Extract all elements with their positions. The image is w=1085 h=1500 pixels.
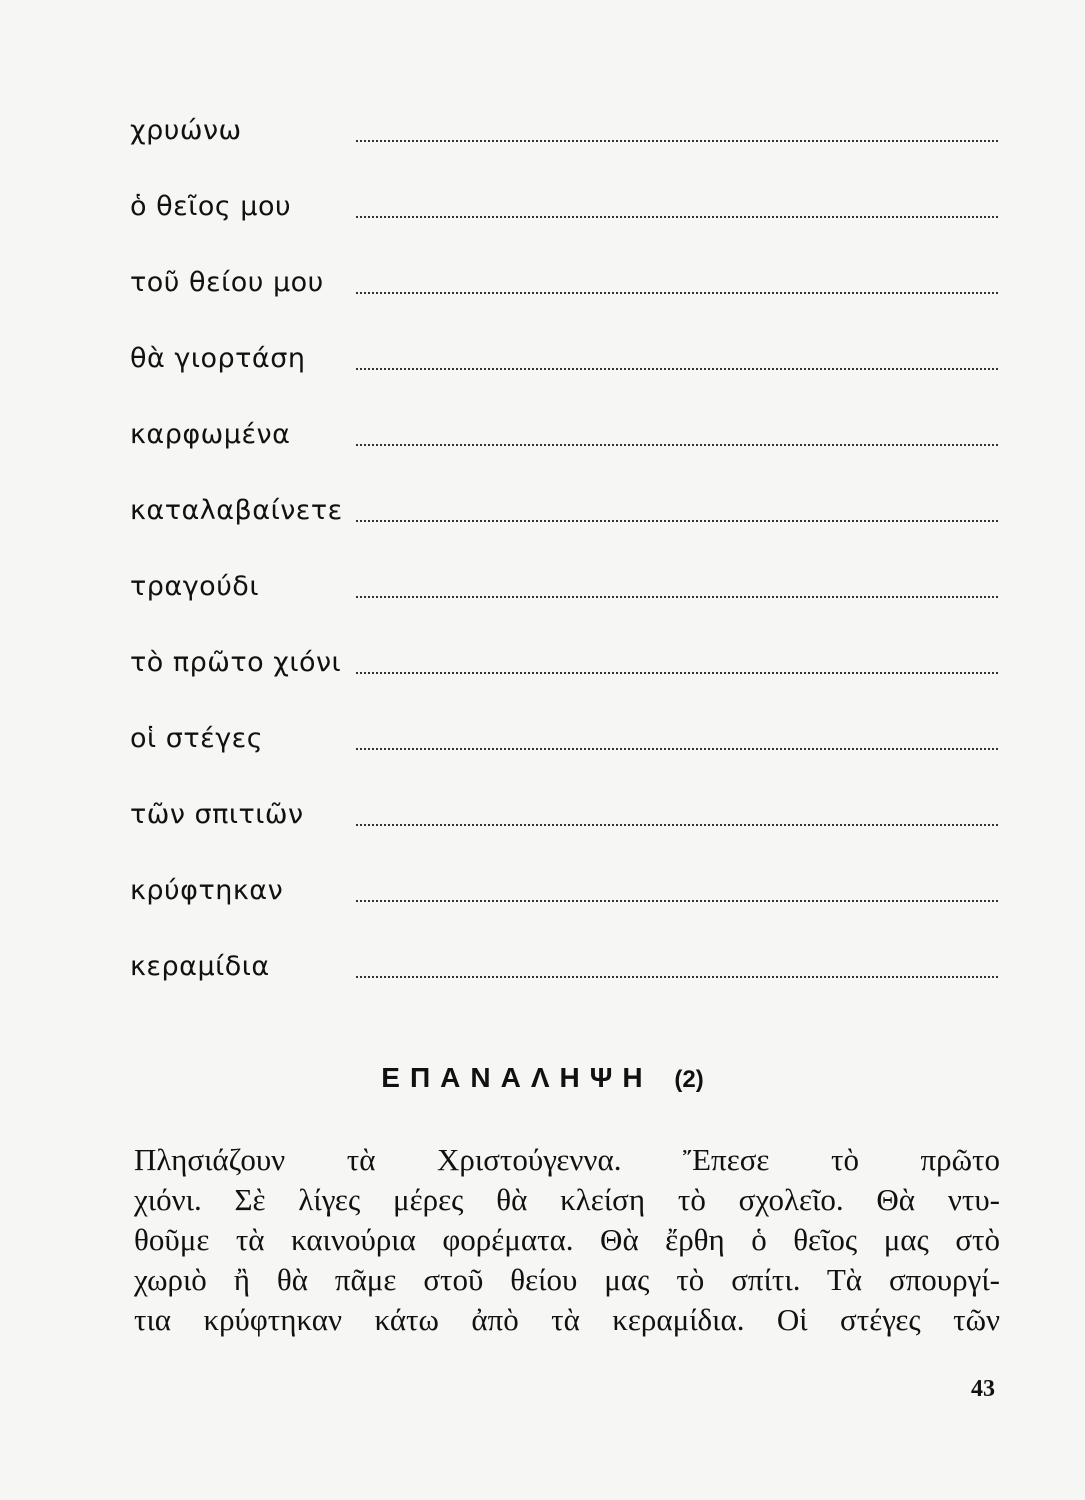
- page-number: 43: [971, 1376, 995, 1402]
- exercise-word: οἱ στέγες: [130, 723, 264, 754]
- exercise-row: [130, 784, 998, 834]
- exercise-row: [130, 252, 998, 302]
- paragraph-line: θοῦμε τὰ καινούρια φορέματα. Θὰ ἔρθη ὁ θεῖος μας στὸ: [134, 1222, 1000, 1257]
- exercise-word: τῶν σπιτιῶν: [130, 799, 304, 830]
- answer-line[interactable]: [356, 900, 998, 902]
- paragraph-line: Πλησιάζουν τὰ Χριστούγεννα. Ἔπεσε τὸ πρῶτο: [134, 1142, 1000, 1177]
- paragraph-line: τια κρύφτηκαν κάτω ἀπὸ τὰ κεραμίδια. Οἱ στέγες τῶν: [134, 1302, 1000, 1337]
- exercise-word: τοῦ θείου μου: [130, 267, 324, 298]
- exercise-row: [130, 708, 998, 758]
- section-title: ΕΠΑΝΑΛΗΨΗ: [381, 1062, 653, 1093]
- exercise-row: [130, 100, 998, 150]
- exercise-word: τὸ πρῶτο χιόνι: [130, 647, 342, 678]
- exercise-row: [130, 632, 998, 682]
- exercise-word: ὁ θεῖος μου: [130, 191, 292, 222]
- answer-line[interactable]: [356, 216, 998, 218]
- exercise-word: καταλαβαίνετε: [130, 495, 343, 526]
- answer-line[interactable]: [356, 596, 998, 598]
- paragraph-line: χιόνι. Σὲ λίγες μέρες θὰ κλείση τὸ σχολεῖο. Θὰ ντυ-: [134, 1182, 1000, 1217]
- exercise-word: θὰ γιορτάση: [130, 343, 306, 374]
- exercise-word: τραγούδι: [130, 571, 259, 602]
- answer-line[interactable]: [356, 368, 998, 370]
- exercise-word: καρφωμένα: [130, 419, 291, 450]
- section-number: (2): [674, 1066, 704, 1093]
- exercise-word: κρύφτηκαν: [130, 875, 284, 906]
- answer-line[interactable]: [356, 824, 998, 826]
- answer-line[interactable]: [356, 444, 998, 446]
- exercise-word: κεραμίδια: [130, 951, 270, 982]
- paragraph-line: χωριὸ ἢ θὰ πᾶμε στοῦ θείου μας τὸ σπίτι. Τὰ σπουργί-: [134, 1262, 1000, 1297]
- answer-line[interactable]: [356, 292, 998, 294]
- exercise-row: [130, 404, 998, 454]
- answer-line[interactable]: [356, 140, 998, 142]
- exercise-row: [130, 176, 998, 226]
- exercise-row: [130, 328, 998, 378]
- exercise-row: [130, 556, 998, 606]
- answer-line[interactable]: [356, 672, 998, 674]
- answer-line[interactable]: [356, 976, 998, 978]
- answer-line[interactable]: [356, 520, 998, 522]
- exercise-word: χρυώνω: [130, 115, 242, 146]
- exercise-row: [130, 860, 998, 910]
- exercise-row: [130, 480, 998, 530]
- reading-paragraph: [134, 1140, 1000, 1340]
- exercise-row: [130, 936, 998, 986]
- answer-line[interactable]: [356, 748, 998, 750]
- section-heading: [0, 1062, 1085, 1094]
